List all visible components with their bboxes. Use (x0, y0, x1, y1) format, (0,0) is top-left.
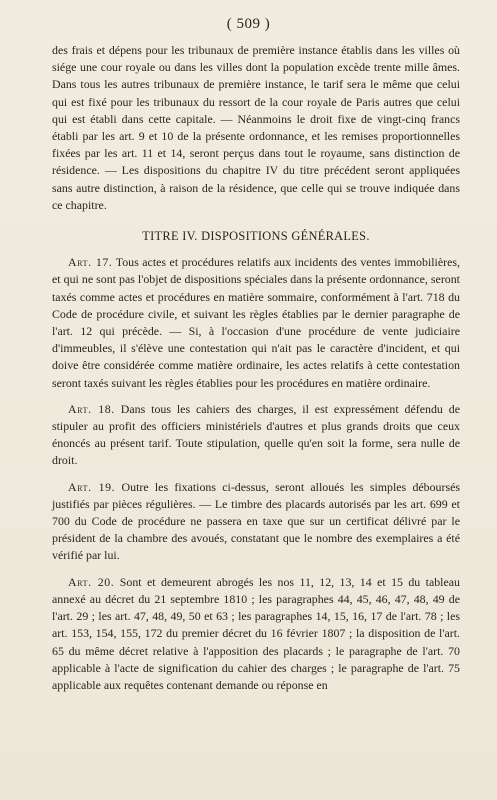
section-title: TITRE IV. DISPOSITIONS GÉNÉRALES. (142, 229, 370, 244)
article-18-label: Art. 18. (68, 401, 115, 416)
article-18 (52, 401, 460, 470)
article-19-text: Outre les fixations ci-dessus, seront alloués les simples déboursés justifiés par pièces régulières. — Le timbre des placards autorisés par les art. 699 et 700 du Code de procédure ne passera en taxe que sur un certificat délivré par le président de la chambre des avoués, constatant que le nombre des exemplaires a été vérifié par lui. (52, 479, 460, 563)
article-19-label: Art. 19. (68, 479, 116, 494)
article-17 (52, 254, 460, 392)
article-19 (52, 479, 460, 565)
article-18-text: Dans tous les cahiers des charges, il est expressément défendu de stipuler au profit des officiers ministériels d'autres et plus grands droits que ceux énoncés au présent tarif. Toute stipulation, quelle qu'en soit la forme, sera nulle de droit. (52, 401, 460, 468)
article-20-label: Art. 20. (68, 574, 115, 589)
body-text (52, 42, 460, 694)
page-number: ( 509 ) (226, 16, 271, 32)
article-20-text: Sont et demeurent abrogés les nos 11, 12, 13, 14 et 15 du tableau annexé au décret du 21 septembre 1810 ; les paragraphes 44, 45, 46, 47, 48, 49 de l'art. 29 ; les art. 47, 48, 49, 50 et 63 ; les paragraphes 14, 15, 16, 17 de l'art. 78 ; les art. 153, 154, 155, 172 du premier décret du 16 février 1807 ; la disposition de l'art. 65 du même décret relative à l'apposition des placards ; le paragraphe de l'art. 70 applicable à l'acte de signification du cahier des charges ; le paragraphe de l'art. 75 applicable aux requêtes contenant demande ou réponse en (52, 574, 460, 692)
article-17-label: Art. 17. (68, 255, 113, 270)
article-20 (52, 574, 460, 694)
article-17-text: Tous actes et procédures relatifs aux incidents des ventes immobilières, et qui ne sont pas l'objet de dispositions spéciales dans la présente ordonnance, seront taxés comme actes et procédures en matière sommaire, conformément à l'art. 718 du Code de procédure civile, et suivant les règles établies par le dernier paragraphe de l'art. 12 qui précède. — Si, à l'occasion d'une procédure de vente judiciaire d'immeubles, il s'élève une contestation qui n'ait pas le caractère d'incident, et qui doive être considérée comme matière ordinaire, les actes relatifs à cette contestation seront taxés suivant les règles établies pour les procédures en matière ordinaire. (52, 255, 460, 390)
intro-paragraph: des frais et dépens pour les tribunaux de première instance établis dans les villes où siége une cour royale ou dans les villes dont la population excède trente mille âmes. Dans tous les autres tribunaux de première instance, le tarif sera le même que celui qui est fixé pour les tribunaux du ressort de la cour royale de Paris autres que celui qui est établi dans cette capitale. — Néanmoins le droit fixe de vingt-cinq francs établi par les art. 9 et 10 de la présente ordonnance, et les remises proportionnelles fixées par les art. 11 et 14, seront perçus dans tout le royaume, sans distinction de résidence. — Les dispositions du chapitre IV du titre précédent seront appliquées sans autre distinction, à raison de la résidence, que celle qui se trouve indiquée dans ce chapitre. (52, 43, 460, 212)
